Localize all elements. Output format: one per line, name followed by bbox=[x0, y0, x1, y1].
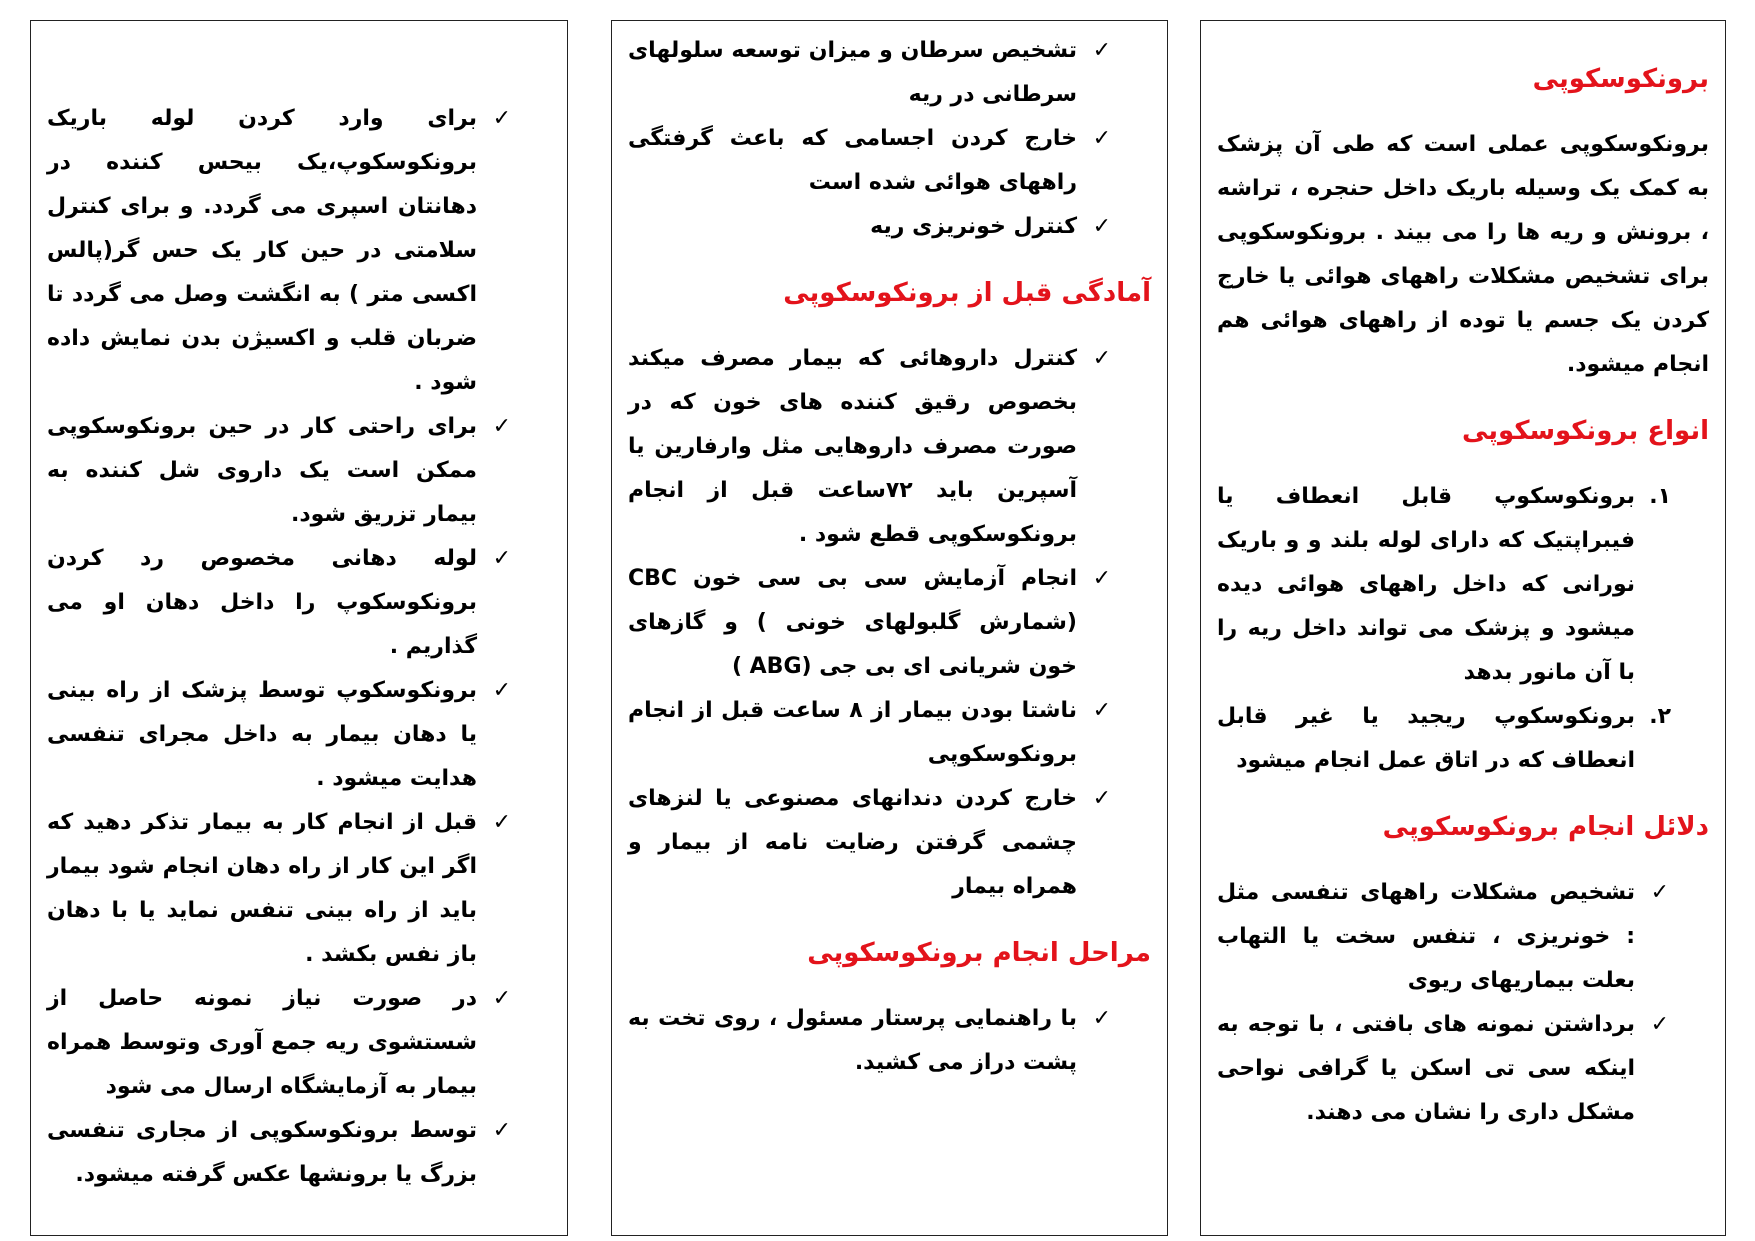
list-item bbox=[628, 777, 1151, 909]
list-item-text: تشخیص مشکلات راههای تنفسی مثل : خونریزی ، تنفس سخت یا التهاب بعلت بیماریهای ریوی bbox=[1217, 880, 1635, 993]
check-mark-icon: ✓ bbox=[1092, 786, 1111, 811]
list-item-text: در صورت نیاز نمونه حاصل از شستشوی ریه جمع آوری وتوسط همراه بیمار به آزمایشگاه ارسال می شود bbox=[47, 986, 477, 1099]
check-mark-icon: ✓ bbox=[1650, 1012, 1669, 1037]
check-mark-icon: ✓ bbox=[492, 106, 511, 131]
check-mark-icon: ✓ bbox=[492, 810, 511, 835]
check-mark-icon: ✓ bbox=[1650, 880, 1669, 905]
list-item-text: برداشتن نمونه های بافتی ، با توجه به اینکه سی تی اسکن یا گرافی نواحی مشکل داری را نشان می دهند. bbox=[1217, 1012, 1635, 1125]
types-list bbox=[1217, 475, 1709, 783]
section-heading-steps: مراحل انجام برونکوسکوپی bbox=[807, 938, 1151, 968]
list-item-text: توسط برونکوسکوپی از مجاری تنفسی بزرگ یا برونشها عکس گرفته میشود. bbox=[47, 1118, 477, 1187]
reasons-list bbox=[1217, 871, 1709, 1135]
check-mark-icon: ✓ bbox=[1092, 566, 1111, 591]
reasons-continued-list bbox=[628, 29, 1151, 249]
list-number: ۲. bbox=[1649, 704, 1671, 729]
check-mark-icon: ✓ bbox=[1092, 346, 1111, 371]
list-item bbox=[1217, 871, 1709, 1003]
list-item bbox=[1217, 695, 1709, 783]
list-item-text: تشخیص سرطان و میزان توسعه سلولهای سرطانی در ریه bbox=[628, 38, 1077, 107]
list-item-text: برای وارد کردن لوله باریک برونکوسکوپ،یک بیحس کننده در دهانتان اسپری می گردد. و برای کنترل سلامتی در حین کار یک حس گر(پالس اکسی متر ) به انگشت وصل می گردد تا ضربان قلب و اکسیژن بدن نمایش داده شود . bbox=[47, 106, 477, 395]
check-mark-icon: ✓ bbox=[492, 986, 511, 1011]
list-item bbox=[47, 537, 551, 669]
intro-paragraph: برونکوسکوپی عملی است که طی آن پزشک به کمک یک وسیله باریک داخل حنجره ، تراشه ، برونش و ریه ها را می بیند . برونکوسکوپی برای تشخیص مشکلات راههای هوائی یا خارج کردن یک جسم یا توده از راههای هوائی هم انجام میشود. bbox=[1217, 132, 1709, 377]
check-mark-icon: ✓ bbox=[492, 1118, 511, 1143]
list-item bbox=[628, 117, 1151, 205]
section-heading-bronchoscopy: برونکوسکوپی bbox=[1532, 64, 1709, 94]
list-item bbox=[1217, 475, 1709, 695]
list-item-text: برونکوسکوپ توسط پزشک از راه بینی یا دهان بیمار به داخل مجرای تنفسی هدایت میشود . bbox=[47, 678, 477, 791]
list-item-text: لوله دهانی مخصوص رد کردن برونکوسکوپ را داخل دهان او می گذاریم . bbox=[47, 546, 477, 659]
list-item bbox=[628, 997, 1151, 1085]
list-number: ۱. bbox=[1649, 484, 1671, 509]
list-item bbox=[1217, 1003, 1709, 1135]
check-mark-icon: ✓ bbox=[1092, 126, 1111, 151]
list-item bbox=[47, 801, 551, 977]
list-item bbox=[47, 1109, 551, 1197]
check-mark-icon: ✓ bbox=[1092, 698, 1111, 723]
right-column bbox=[1200, 20, 1726, 1236]
list-item-text: انجام آزمایش سی بی سی خون CBC (شمارش گلبولهای خونی ) و گازهای خون شریانی ای بی جی (ABG ) bbox=[628, 566, 1077, 679]
list-item-text: برونکوسکوپ ریجید یا غیر قابل انعطاف که در اتاق عمل انجام میشود bbox=[1217, 704, 1635, 773]
list-item-text: کنترل داروهائی که بیمار مصرف میکند بخصوص رقیق کننده های خون که در صورت مصرف داروهایی مثل وارفارین یا آسپرین باید ۷۲ساعت قبل از انجام برونکوسکوپی قطع شود . bbox=[628, 346, 1077, 547]
preparation-list bbox=[628, 337, 1151, 909]
list-item-text: کنترل خونریزی ریه bbox=[870, 214, 1077, 239]
section-heading-reasons: دلائل انجام برونکوسکوپی bbox=[1382, 812, 1709, 842]
section-heading-preparation: آمادگی قبل از برونکوسکوپی bbox=[783, 278, 1151, 308]
steps-list bbox=[628, 997, 1151, 1085]
list-item bbox=[47, 97, 551, 405]
steps-continued-list bbox=[47, 97, 551, 1197]
list-item bbox=[628, 689, 1151, 777]
list-item-text: ناشتا بودن بیمار از ۸ ساعت قبل از انجام برونکوسکوپی bbox=[628, 698, 1077, 767]
list-item bbox=[47, 405, 551, 537]
list-item bbox=[47, 977, 551, 1109]
check-mark-icon: ✓ bbox=[492, 414, 511, 439]
list-item bbox=[628, 29, 1151, 117]
list-item-text: قبل از انجام کار به بیمار تذکر دهید که اگر این کار از راه دهان انجام شود بیمار باید از راه بینی تنفس نماید یا با دهان باز نفس بکشد . bbox=[47, 810, 477, 967]
list-item bbox=[47, 669, 551, 801]
list-item bbox=[628, 557, 1151, 689]
check-mark-icon: ✓ bbox=[1092, 1006, 1111, 1031]
check-mark-icon: ✓ bbox=[492, 678, 511, 703]
list-item-text: برای راحتی کار در حین برونکوسکوپی ممکن است یک داروی شل کننده به بیمار تزریق شود. bbox=[47, 414, 477, 527]
list-item-text: خارج کردن دندانهای مصنوعی یا لنزهای چشمی گرفتن رضایت نامه از بیمار و همراه بیمار bbox=[628, 786, 1077, 899]
list-item bbox=[628, 205, 1151, 249]
list-item-text: خارج کردن اجسامی که باعث گرفتگی راههای هوائی شده است bbox=[628, 126, 1077, 195]
list-item-text: با راهنمایی پرستار مسئول ، روی تخت به پشت دراز می کشید. bbox=[628, 1006, 1077, 1075]
check-mark-icon: ✓ bbox=[1092, 214, 1111, 239]
section-heading-types: انواع برونکوسکوپی bbox=[1461, 416, 1709, 446]
left-column bbox=[30, 20, 568, 1236]
check-mark-icon: ✓ bbox=[1092, 38, 1111, 63]
middle-column bbox=[611, 20, 1168, 1236]
list-item bbox=[628, 337, 1151, 557]
check-mark-icon: ✓ bbox=[492, 546, 511, 571]
list-item-text: برونکوسکوپ قابل انعطاف یا فیبراپتیک که دارای لوله بلند و و باریک نورانی که داخل راههای هوائی دیده میشود و پزشک می تواند داخل ریه را با آن مانور بدهد bbox=[1217, 484, 1635, 685]
